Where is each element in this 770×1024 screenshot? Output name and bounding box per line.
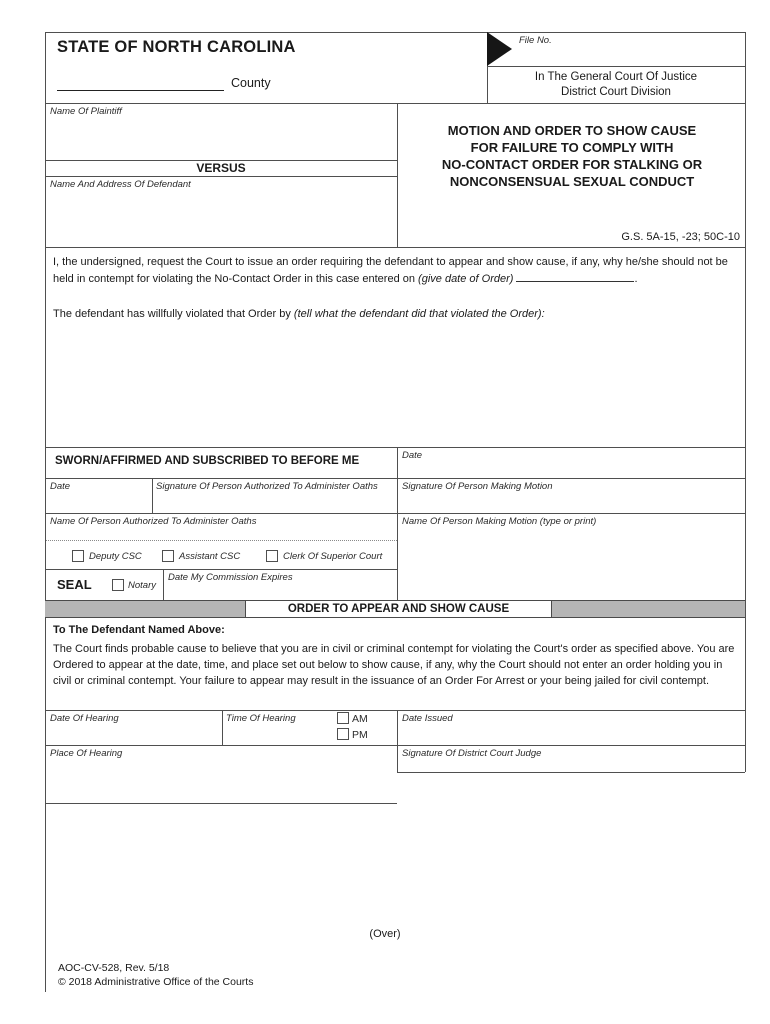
motion-name-label: Name Of Person Making Motion (type or print) bbox=[402, 516, 597, 527]
statute-citation: G.S. 5A-15, -23; 50C-10 bbox=[621, 231, 740, 243]
file-no-arrow-icon bbox=[487, 32, 512, 66]
county-label: County bbox=[231, 76, 271, 90]
deputy-csc-checkbox[interactable] bbox=[72, 550, 84, 562]
am-checkbox[interactable] bbox=[337, 712, 349, 724]
commission-expires-field[interactable] bbox=[165, 584, 395, 598]
to-defendant-heading: To The Defendant Named Above: bbox=[53, 624, 225, 636]
place-of-hearing-field[interactable] bbox=[47, 760, 395, 802]
date-of-hearing-label: Date Of Hearing bbox=[50, 713, 119, 724]
file-no-field[interactable] bbox=[515, 46, 741, 64]
place-of-hearing-bottom-line bbox=[45, 803, 397, 804]
defendant-field[interactable] bbox=[47, 192, 395, 245]
motion-paragraph-2 bbox=[53, 306, 741, 323]
order-section-bar bbox=[45, 600, 745, 618]
header-bottom-line bbox=[45, 103, 745, 104]
oath-date-label: Date bbox=[50, 481, 71, 492]
defendant-label: Name And Address Of Defendant bbox=[50, 179, 191, 190]
motion-date-label: Date bbox=[402, 450, 423, 461]
caption-bottom-line bbox=[45, 247, 745, 248]
motion-paragraph-1-period: . bbox=[634, 272, 638, 285]
divider-line bbox=[45, 745, 745, 746]
court-line1: In The General Court Of Justice bbox=[534, 71, 698, 83]
motion-paragraph-1-text: I, the undersigned, request the Court to issue an order requiring the defendant to appear and show cause, if any, why he/she should not be held in contempt for violating the No-Contact Order in this case entered on bbox=[53, 256, 728, 285]
oath-signature-label: Signature Of Person Authorized To Administer Oaths bbox=[156, 481, 378, 492]
seal-label: SEAL bbox=[57, 577, 92, 592]
caption-divider bbox=[397, 103, 398, 247]
file-no-bottom-line bbox=[487, 66, 745, 67]
clerk-superior-court-checkbox[interactable] bbox=[266, 550, 278, 562]
pm-label: PM bbox=[352, 729, 368, 741]
order-body-text: The Court finds probable cause to believe that you are in civil or criminal contempt for violating the Court's order as specified above. You are Ordered to appear at the date, time, and place set out below to show cause, if any, why the Court should not enter an order holding you in civil or criminal contempt. Your failure to appear may result in the issuance of an Order For Arrest or your being jailed for civil contempt. bbox=[53, 643, 735, 687]
violation-description-field[interactable] bbox=[47, 330, 743, 445]
court-line2: District Court Division bbox=[561, 86, 671, 98]
versus-bottom-line bbox=[45, 176, 397, 177]
over-note: (Over) bbox=[369, 928, 401, 940]
clerk-superior-court-label: Clerk Of Superior Court bbox=[283, 551, 383, 562]
motion-paragraph-2-text: The defendant has willfully violated that Order by bbox=[53, 308, 291, 320]
deputy-csc-label: Deputy CSC bbox=[89, 551, 142, 562]
form-title-line: NONCONSENSUAL SEXUAL CONDUCT bbox=[449, 174, 695, 189]
oath-signature-field[interactable] bbox=[153, 492, 395, 512]
motion-signature-label: Signature Of Person Making Motion bbox=[402, 481, 553, 492]
file-no-label: File No. bbox=[519, 35, 552, 46]
date-issued-field[interactable] bbox=[399, 724, 743, 744]
notary-label: Notary bbox=[128, 580, 156, 591]
state-title: STATE OF NORTH CAROLINA bbox=[57, 38, 296, 56]
assistant-csc-checkbox[interactable] bbox=[162, 550, 174, 562]
judge-signature-bottom-line bbox=[397, 772, 745, 773]
county-blank[interactable] bbox=[57, 76, 224, 91]
motion-paragraph-1-hint: (give date of Order) bbox=[418, 272, 514, 285]
commission-expires-label: Date My Commission Expires bbox=[168, 572, 293, 583]
divider-line bbox=[45, 478, 745, 479]
plaintiff-field[interactable] bbox=[47, 118, 395, 158]
hearing-divider bbox=[397, 710, 398, 772]
form-title-line: FOR FAILURE TO COMPLY WITH bbox=[470, 140, 674, 155]
seal-commission-divider bbox=[163, 569, 164, 600]
divider-line bbox=[45, 569, 397, 570]
motion-paragraph-1 bbox=[53, 254, 741, 287]
judge-signature-label: Signature Of District Court Judge bbox=[402, 748, 542, 759]
date-of-order-blank[interactable] bbox=[516, 272, 634, 282]
plaintiff-label: Name Of Plaintiff bbox=[50, 106, 122, 117]
sworn-divider bbox=[397, 447, 398, 600]
pm-checkbox[interactable] bbox=[337, 728, 349, 740]
date-time-divider bbox=[222, 710, 223, 745]
motion-name-field[interactable] bbox=[399, 527, 743, 597]
motion-signature-field[interactable] bbox=[399, 492, 743, 512]
am-label: AM bbox=[352, 713, 368, 725]
sworn-heading: SWORN/AFFIRMED AND SUBSCRIBED TO BEFORE ME bbox=[55, 455, 360, 467]
hearing-top-line bbox=[45, 710, 745, 711]
form-title-line: NO-CONTACT ORDER FOR STALKING OR bbox=[441, 157, 703, 172]
time-of-hearing-label: Time Of Hearing bbox=[226, 713, 296, 724]
oath-name-field[interactable] bbox=[47, 527, 395, 539]
court-division-text bbox=[487, 70, 745, 100]
dotted-divider-line bbox=[45, 540, 397, 541]
oath-name-label: Name Of Person Authorized To Administer Oaths bbox=[50, 516, 257, 527]
copyright-note: © 2018 Administrative Office of the Courts bbox=[58, 976, 254, 988]
place-of-hearing-label: Place Of Hearing bbox=[50, 748, 123, 759]
form-number: AOC-CV-528, Rev. 5/18 bbox=[58, 962, 170, 974]
sworn-top-line bbox=[45, 447, 745, 448]
date-of-hearing-field[interactable] bbox=[47, 724, 221, 744]
oath-date-field[interactable] bbox=[47, 492, 151, 512]
motion-date-field[interactable] bbox=[399, 461, 743, 477]
order-section-heading: ORDER TO APPEAR AND SHOW CAUSE bbox=[245, 600, 552, 618]
time-of-hearing-field[interactable] bbox=[224, 724, 332, 744]
assistant-csc-label: Assistant CSC bbox=[179, 551, 241, 562]
divider-line bbox=[45, 513, 745, 514]
date-issued-label: Date Issued bbox=[402, 713, 453, 724]
notary-checkbox[interactable] bbox=[112, 579, 124, 591]
judge-signature-field[interactable] bbox=[399, 758, 743, 771]
versus-label: VERSUS bbox=[196, 161, 246, 175]
page-left-border bbox=[45, 32, 46, 992]
border-line bbox=[45, 32, 745, 33]
form-title-line: MOTION AND ORDER TO SHOW CAUSE bbox=[447, 123, 697, 138]
form-title bbox=[399, 122, 745, 190]
page-right-border bbox=[745, 32, 746, 772]
motion-paragraph-2-hint: (tell what the defendant did that violated the Order): bbox=[293, 308, 545, 320]
